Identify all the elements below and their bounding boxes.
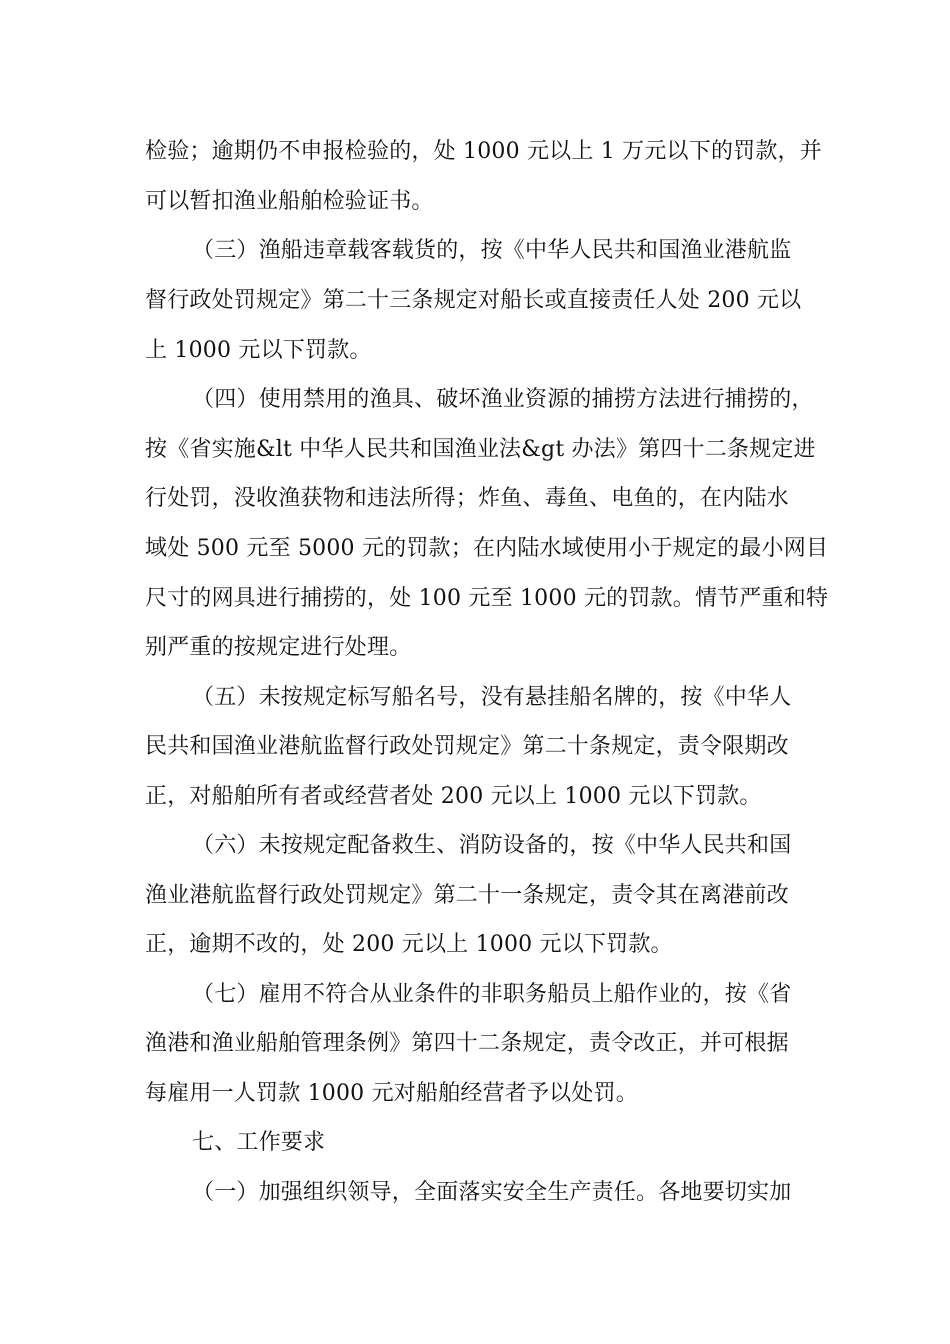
paragraph-line: 正，对船舶所有者或经营者处 200 元以上 1000 元以下罚款。 (145, 784, 762, 809)
paragraph-line: 渔港和渔业船舶管理条例》第四十二条规定，责令改正，并可根据 (145, 1031, 789, 1056)
paragraph-line: （一）加强组织领导，全面落实安全生产责任。各地要切实加 (192, 1180, 792, 1205)
paragraph-line: （七）雇用不符合从业条件的非职务船员上船作业的，按《省 (192, 982, 792, 1007)
paragraph-line: （五）未按规定标写船名号，没有悬挂船名牌的，按《中华人 (192, 685, 792, 710)
paragraph-line: 别严重的按规定进行处理。 (145, 635, 412, 660)
paragraph-line: （六）未按规定配备救生、消防设备的，按《中华人民共和国 (192, 833, 792, 858)
paragraph-line: 督行政处罚规定》第二十三条规定对船长或直接责任人处 200 元以 (145, 288, 802, 313)
paragraph-line: 上 1000 元以下罚款。 (145, 338, 372, 363)
paragraph-line: 行处罚，没收渔获物和违法所得；炸鱼、毒鱼、电鱼的，在内陆水 (145, 486, 789, 511)
paragraph-line: 可以暂扣渔业船舶检验证书。 (145, 189, 434, 214)
paragraph-line: 渔业港航监督行政处罚规定》第二十一条规定，责令其在离港前改 (145, 883, 789, 908)
section-heading: 七、工作要求 (192, 1130, 326, 1155)
paragraph-line: （四）使用禁用的渔具、破坏渔业资源的捕捞方法进行捕捞的， (192, 387, 814, 412)
paragraph-line: 域处 500 元至 5000 元的罚款；在内陆水域使用小于规定的最小网目 (145, 536, 829, 561)
paragraph-line: 民共和国渔业港航监督行政处罚规定》第二十条规定，责令限期改 (145, 734, 789, 759)
paragraph-line: 按《省实施&lt 中华人民共和国渔业法&gt 办法》第四十二条规定进 (145, 437, 816, 462)
paragraph-line: 每雇用一人罚款 1000 元对船舶经营者予以处罚。 (145, 1081, 638, 1106)
paragraph-line: 尺寸的网具进行捕捞的，处 100 元至 1000 元的罚款。情节严重和特 (145, 586, 829, 611)
paragraph-line: 检验；逾期仍不申报检验的，处 1000 元以上 1 万元以下的罚款，并 (145, 139, 822, 164)
paragraph-line: （三）渔船违章载客载货的，按《中华人民共和国渔业港航监 (192, 238, 792, 263)
paragraph-line: 正，逾期不改的，处 200 元以上 1000 元以下罚款。 (145, 932, 673, 957)
